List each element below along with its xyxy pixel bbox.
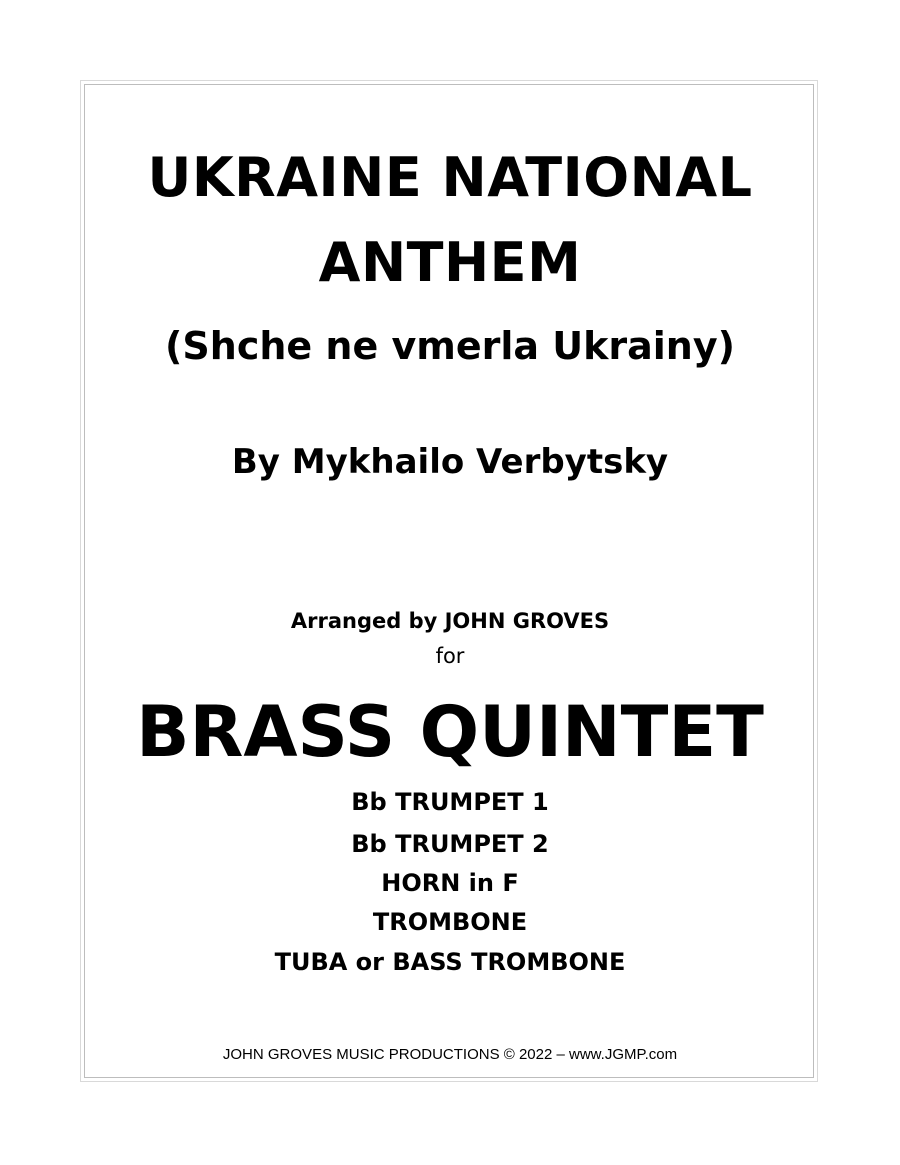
title-line-2: ANTHEM [318, 231, 582, 294]
instrument-item: HORN in F [381, 869, 519, 897]
footer-copyright: JOHN GROVES MUSIC PRODUCTIONS © 2022 – www.JGMP.com [222, 1046, 678, 1063]
composer: By Mykhailo Verbytsky [231, 442, 669, 482]
for-label: for [435, 644, 465, 668]
instrument-item: TUBA or BASS TROMBONE [274, 948, 626, 976]
instrument-item: Bb TRUMPET 1 [351, 788, 549, 816]
instrument-item: Bb TRUMPET 2 [351, 830, 549, 858]
title-line-1: UKRAINE NATIONAL [147, 146, 753, 209]
instrument-item: TROMBONE [372, 908, 528, 936]
arranger: Arranged by JOHN GROVES [290, 609, 610, 633]
subtitle: (Shche ne vmerla Ukrainy) [165, 324, 735, 368]
ensemble-title: BRASS QUINTET [136, 691, 764, 773]
